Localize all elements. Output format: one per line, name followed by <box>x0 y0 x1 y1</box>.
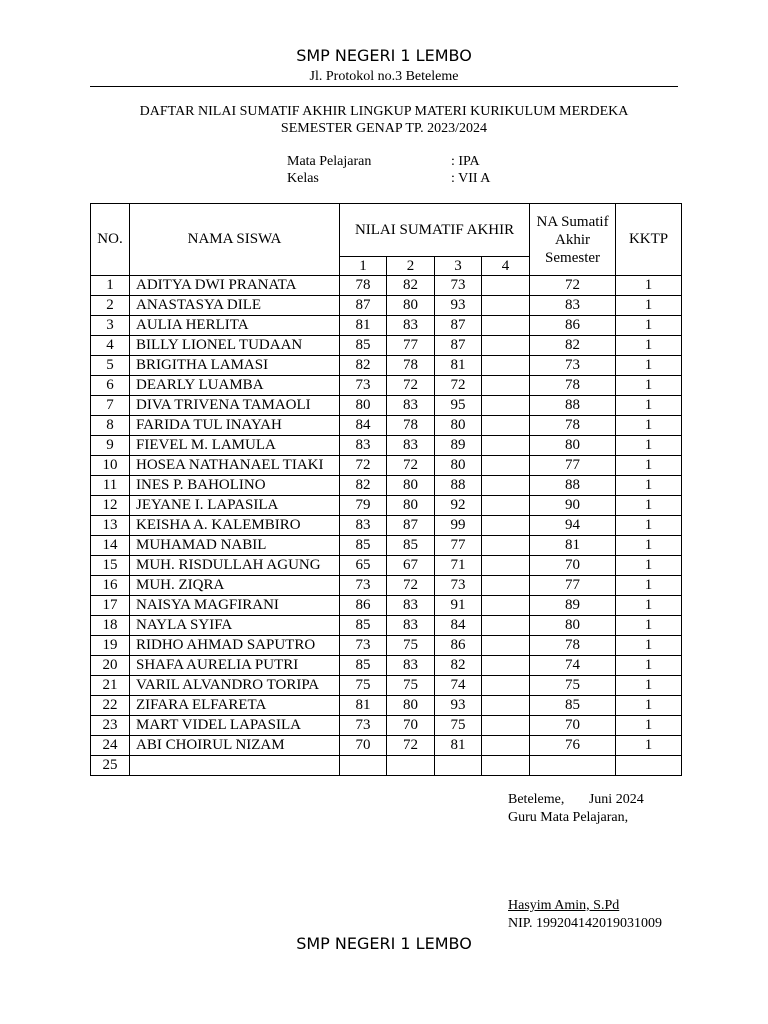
score-1: 65 <box>340 556 387 576</box>
table-row <box>91 656 682 676</box>
na-score: 89 <box>530 596 616 616</box>
table-row <box>91 476 682 496</box>
score-4 <box>482 536 530 556</box>
score-3: 77 <box>435 536 482 556</box>
table-row <box>91 276 682 296</box>
score-3: 84 <box>435 616 482 636</box>
row-number: 18 <box>91 616 130 636</box>
score-2: 87 <box>387 516 435 536</box>
score-4 <box>482 336 530 356</box>
score-2: 83 <box>387 316 435 336</box>
score-3: 74 <box>435 676 482 696</box>
signature-name: Hasyim Amin, S.Pd <box>508 898 620 913</box>
student-name: FIEVEL M. LAMULA <box>130 436 340 456</box>
na-score: 82 <box>530 336 616 356</box>
score-4 <box>482 316 530 336</box>
score-4 <box>482 716 530 736</box>
score-2: 75 <box>387 636 435 656</box>
score-1: 82 <box>340 476 387 496</box>
table-row <box>91 516 682 536</box>
kktp-value: 1 <box>616 676 682 696</box>
score-3: 93 <box>435 296 482 316</box>
grades-table-body <box>91 276 682 776</box>
kktp-value: 1 <box>616 276 682 296</box>
grades-table <box>90 203 682 776</box>
row-number: 17 <box>91 596 130 616</box>
student-name: MART VIDEL LAPASILA <box>130 716 340 736</box>
score-3: 87 <box>435 336 482 356</box>
kktp-value: 1 <box>616 516 682 536</box>
signature-role: Guru Mata Pelajaran, <box>508 810 629 825</box>
student-name: NAYLA SYIFA <box>130 616 340 636</box>
score-2: 80 <box>387 296 435 316</box>
table-row <box>91 296 682 316</box>
score-4 <box>482 436 530 456</box>
score-4 <box>482 416 530 436</box>
student-name <box>130 756 340 776</box>
score-3: 99 <box>435 516 482 536</box>
na-score: 80 <box>530 436 616 456</box>
score-1: 80 <box>340 396 387 416</box>
row-number: 15 <box>91 556 130 576</box>
score-4 <box>482 696 530 716</box>
score-3: 80 <box>435 456 482 476</box>
row-number: 6 <box>91 376 130 396</box>
score-3: 80 <box>435 416 482 436</box>
score-1: 73 <box>340 376 387 396</box>
kktp-value: 1 <box>616 716 682 736</box>
signature-place-date: Beteleme, Juni 2024 <box>508 792 644 807</box>
score-1: 72 <box>340 456 387 476</box>
student-name: JEYANE I. LAPASILA <box>130 496 340 516</box>
signature-nip: NIP. 199204142019031009 <box>508 916 663 931</box>
score-2: 85 <box>387 536 435 556</box>
kktp-value <box>616 756 682 776</box>
score-1: 85 <box>340 336 387 356</box>
student-name: NAISYA MAGFIRANI <box>130 596 340 616</box>
score-3: 71 <box>435 556 482 576</box>
kktp-value: 1 <box>616 556 682 576</box>
na-score: 78 <box>530 376 616 396</box>
footer-school-name: SMP NEGERI 1 LEMBO <box>296 934 472 953</box>
score-2: 78 <box>387 356 435 376</box>
score-2: 82 <box>387 276 435 296</box>
row-number: 13 <box>91 516 130 536</box>
kktp-value: 1 <box>616 456 682 476</box>
score-3: 88 <box>435 476 482 496</box>
score-1: 78 <box>340 276 387 296</box>
score-1: 86 <box>340 596 387 616</box>
row-number: 25 <box>91 756 130 776</box>
row-number: 11 <box>91 476 130 496</box>
kktp-value: 1 <box>616 736 682 756</box>
kktp-value: 1 <box>616 296 682 316</box>
score-1: 75 <box>340 676 387 696</box>
col-header-score-4: 4 <box>482 257 530 276</box>
student-name: MUHAMAD NABIL <box>130 536 340 556</box>
row-number: 21 <box>91 676 130 696</box>
kktp-value: 1 <box>616 336 682 356</box>
na-score: 88 <box>530 476 616 496</box>
row-number: 10 <box>91 456 130 476</box>
table-row <box>91 756 682 776</box>
na-score: 80 <box>530 616 616 636</box>
row-number: 2 <box>91 296 130 316</box>
na-score: 83 <box>530 296 616 316</box>
kktp-value: 1 <box>616 576 682 596</box>
row-number: 3 <box>91 316 130 336</box>
score-4 <box>482 356 530 376</box>
score-1: 79 <box>340 496 387 516</box>
score-3: 93 <box>435 696 482 716</box>
table-row <box>91 556 682 576</box>
score-3: 72 <box>435 376 482 396</box>
row-number: 7 <box>91 396 130 416</box>
score-3: 81 <box>435 356 482 376</box>
kktp-value: 1 <box>616 636 682 656</box>
score-4 <box>482 496 530 516</box>
school-name: SMP NEGERI 1 LEMBO <box>296 46 472 65</box>
score-2: 72 <box>387 376 435 396</box>
score-1: 81 <box>340 316 387 336</box>
score-2: 72 <box>387 576 435 596</box>
kktp-value: 1 <box>616 356 682 376</box>
document-title: DAFTAR NILAI SUMATIF AKHIR LINGKUP MATERI KURIKULUM MERDEKA <box>139 104 629 119</box>
score-3: 82 <box>435 656 482 676</box>
score-2: 83 <box>387 436 435 456</box>
kktp-value: 1 <box>616 656 682 676</box>
document-subtitle: SEMESTER GENAP TP. 2023/2024 <box>280 121 488 136</box>
score-2 <box>387 756 435 776</box>
score-2: 80 <box>387 496 435 516</box>
kktp-value: 1 <box>616 536 682 556</box>
score-3: 73 <box>435 276 482 296</box>
score-2: 80 <box>387 476 435 496</box>
na-score: 85 <box>530 696 616 716</box>
score-2: 77 <box>387 336 435 356</box>
student-name: KEISHA A. KALEMBIRO <box>130 516 340 536</box>
na-score: 88 <box>530 396 616 416</box>
kktp-value: 1 <box>616 396 682 416</box>
score-1: 70 <box>340 736 387 756</box>
row-number: 24 <box>91 736 130 756</box>
score-1: 73 <box>340 716 387 736</box>
student-name: ADITYA DWI PRANATA <box>130 276 340 296</box>
table-row <box>91 496 682 516</box>
table-row <box>91 396 682 416</box>
kktp-value: 1 <box>616 596 682 616</box>
col-header-score-3: 3 <box>435 257 482 276</box>
na-score: 77 <box>530 576 616 596</box>
row-number: 8 <box>91 416 130 436</box>
score-1: 85 <box>340 616 387 636</box>
table-row <box>91 336 682 356</box>
table-row <box>91 576 682 596</box>
na-score: 90 <box>530 496 616 516</box>
score-2: 83 <box>387 656 435 676</box>
score-3: 87 <box>435 316 482 336</box>
row-number: 19 <box>91 636 130 656</box>
student-name: BILLY LIONEL TUDAAN <box>130 336 340 356</box>
score-1: 83 <box>340 516 387 536</box>
na-score: 78 <box>530 636 616 656</box>
score-1: 84 <box>340 416 387 436</box>
score-4 <box>482 576 530 596</box>
table-row <box>91 456 682 476</box>
score-4 <box>482 676 530 696</box>
na-score: 73 <box>530 356 616 376</box>
kktp-value: 1 <box>616 696 682 716</box>
row-number: 12 <box>91 496 130 516</box>
student-name: MUH. RISDULLAH AGUNG <box>130 556 340 576</box>
score-1: 85 <box>340 536 387 556</box>
na-score <box>530 756 616 776</box>
score-2: 78 <box>387 416 435 436</box>
score-1: 87 <box>340 296 387 316</box>
na-score: 77 <box>530 456 616 476</box>
score-3: 86 <box>435 636 482 656</box>
score-4 <box>482 296 530 316</box>
row-number: 14 <box>91 536 130 556</box>
na-score: 76 <box>530 736 616 756</box>
kktp-value: 1 <box>616 316 682 336</box>
score-3: 89 <box>435 436 482 456</box>
subject-value: : IPA <box>451 154 480 169</box>
table-row <box>91 696 682 716</box>
na-score: 72 <box>530 276 616 296</box>
score-2: 83 <box>387 616 435 636</box>
col-header-score-2: 2 <box>387 257 435 276</box>
score-2: 70 <box>387 716 435 736</box>
score-3 <box>435 756 482 776</box>
header-divider <box>90 86 678 87</box>
row-number: 23 <box>91 716 130 736</box>
score-3: 81 <box>435 736 482 756</box>
class-value: : VII A <box>451 171 491 186</box>
table-row <box>91 356 682 376</box>
col-header-score-1: 1 <box>340 257 387 276</box>
subject-label: Mata Pelajaran <box>287 154 372 169</box>
kktp-value: 1 <box>616 416 682 436</box>
col-header-no: NO. <box>91 204 130 276</box>
score-1: 73 <box>340 636 387 656</box>
row-number: 5 <box>91 356 130 376</box>
score-1: 81 <box>340 696 387 716</box>
row-number: 1 <box>91 276 130 296</box>
col-header-na: NA Sumatif Akhir Semester <box>530 204 616 276</box>
student-name: SHAFA AURELIA PUTRI <box>130 656 340 676</box>
kktp-value: 1 <box>616 436 682 456</box>
na-score: 70 <box>530 556 616 576</box>
score-2: 72 <box>387 456 435 476</box>
score-4 <box>482 476 530 496</box>
kktp-value: 1 <box>616 376 682 396</box>
table-row <box>91 736 682 756</box>
score-3: 73 <box>435 576 482 596</box>
score-4 <box>482 756 530 776</box>
score-1 <box>340 756 387 776</box>
na-score: 86 <box>530 316 616 336</box>
score-4 <box>482 456 530 476</box>
row-number: 4 <box>91 336 130 356</box>
col-header-nilai: NILAI SUMATIF AKHIR <box>340 204 530 257</box>
na-score: 78 <box>530 416 616 436</box>
school-address: Jl. Protokol no.3 Beteleme <box>309 69 459 84</box>
col-header-kktp: KKTP <box>616 204 682 276</box>
score-2: 80 <box>387 696 435 716</box>
kktp-value: 1 <box>616 496 682 516</box>
table-row <box>91 636 682 656</box>
table-row <box>91 376 682 396</box>
score-1: 82 <box>340 356 387 376</box>
col-header-name: NAMA SISWA <box>130 204 340 276</box>
kktp-value: 1 <box>616 616 682 636</box>
na-score: 81 <box>530 536 616 556</box>
student-name: HOSEA NATHANAEL TIAKI <box>130 456 340 476</box>
table-row <box>91 536 682 556</box>
score-2: 67 <box>387 556 435 576</box>
student-name: FARIDA TUL INAYAH <box>130 416 340 436</box>
row-number: 16 <box>91 576 130 596</box>
na-score: 74 <box>530 656 616 676</box>
table-row <box>91 316 682 336</box>
na-score: 75 <box>530 676 616 696</box>
row-number: 9 <box>91 436 130 456</box>
kktp-value: 1 <box>616 476 682 496</box>
student-name: AULIA HERLITA <box>130 316 340 336</box>
score-3: 92 <box>435 496 482 516</box>
student-name: VARIL ALVANDRO TORIPA <box>130 676 340 696</box>
score-4 <box>482 376 530 396</box>
row-number: 22 <box>91 696 130 716</box>
score-4 <box>482 656 530 676</box>
na-score: 70 <box>530 716 616 736</box>
score-4 <box>482 636 530 656</box>
student-name: ANASTASYA DILE <box>130 296 340 316</box>
score-2: 72 <box>387 736 435 756</box>
student-name: DIVA TRIVENA TAMAOLI <box>130 396 340 416</box>
score-4 <box>482 556 530 576</box>
score-4 <box>482 516 530 536</box>
table-row <box>91 596 682 616</box>
table-row <box>91 716 682 736</box>
score-1: 83 <box>340 436 387 456</box>
score-4 <box>482 276 530 296</box>
table-row <box>91 436 682 456</box>
score-2: 83 <box>387 396 435 416</box>
student-name: RIDHO AHMAD SAPUTRO <box>130 636 340 656</box>
score-1: 85 <box>340 656 387 676</box>
score-3: 91 <box>435 596 482 616</box>
score-4 <box>482 736 530 756</box>
na-score: 94 <box>530 516 616 536</box>
score-3: 95 <box>435 396 482 416</box>
score-1: 73 <box>340 576 387 596</box>
score-3: 75 <box>435 716 482 736</box>
class-label: Kelas <box>287 171 319 186</box>
student-name: INES P. BAHOLINO <box>130 476 340 496</box>
score-4 <box>482 616 530 636</box>
student-name: DEARLY LUAMBA <box>130 376 340 396</box>
student-name: BRIGITHA LAMASI <box>130 356 340 376</box>
table-row <box>91 416 682 436</box>
table-row <box>91 616 682 636</box>
student-name: ABI CHOIRUL NIZAM <box>130 736 340 756</box>
student-name: ZIFARA ELFARETA <box>130 696 340 716</box>
score-2: 75 <box>387 676 435 696</box>
score-2: 83 <box>387 596 435 616</box>
score-4 <box>482 396 530 416</box>
row-number: 20 <box>91 656 130 676</box>
student-name: MUH. ZIQRA <box>130 576 340 596</box>
score-4 <box>482 596 530 616</box>
table-row <box>91 676 682 696</box>
